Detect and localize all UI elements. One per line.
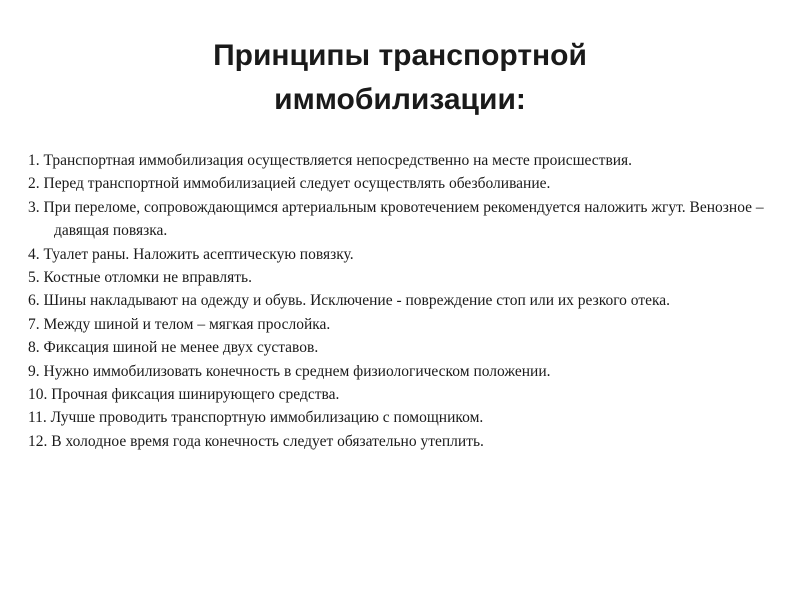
- list-item: 1. Транспортная иммобилизация осуществляется непосредственно на месте происшествия.: [28, 152, 633, 169]
- list-item: 5. Костные отломки не вправлять.: [28, 269, 252, 287]
- slide-title: [0, 34, 800, 122]
- list-item: 4. Туалет раны. Наложить асептическую повязку.: [28, 245, 354, 263]
- list-item: 10. Прочная фиксация шинирующего средства.: [28, 386, 340, 404]
- principles-list: [28, 149, 773, 453]
- list-item: 11. Лучше проводить транспортную иммобилизацию с помощником.: [28, 409, 484, 427]
- list-item: 12. В холодное время года конечность следует обязательно утеплить.: [28, 432, 484, 450]
- list-item: 7. Между шиной и телом – мягкая прослойка.: [28, 315, 331, 333]
- title-line-1: Принципы транспортной: [213, 39, 587, 72]
- title-line-2: иммобилизации:: [274, 83, 526, 116]
- list-item: 8. Фиксация шиной не менее двух суставов.: [28, 339, 319, 357]
- list-item: 3. При переломе, сопровождающимся артериальным кровотечением рекомендуется наложить жгут. Венозное – давящая повязка.: [28, 198, 764, 240]
- list-item: 2. Перед транспортной иммобилизацией следует осуществлять обезболивание.: [28, 175, 551, 193]
- list-item: 9. Нужно иммобилизовать конечность в среднем физиологическом положении.: [28, 362, 551, 380]
- list-item: 6. Шины накладывают на одежду и обувь. Исключение - повреждение стоп или их резкого отека.: [28, 292, 671, 310]
